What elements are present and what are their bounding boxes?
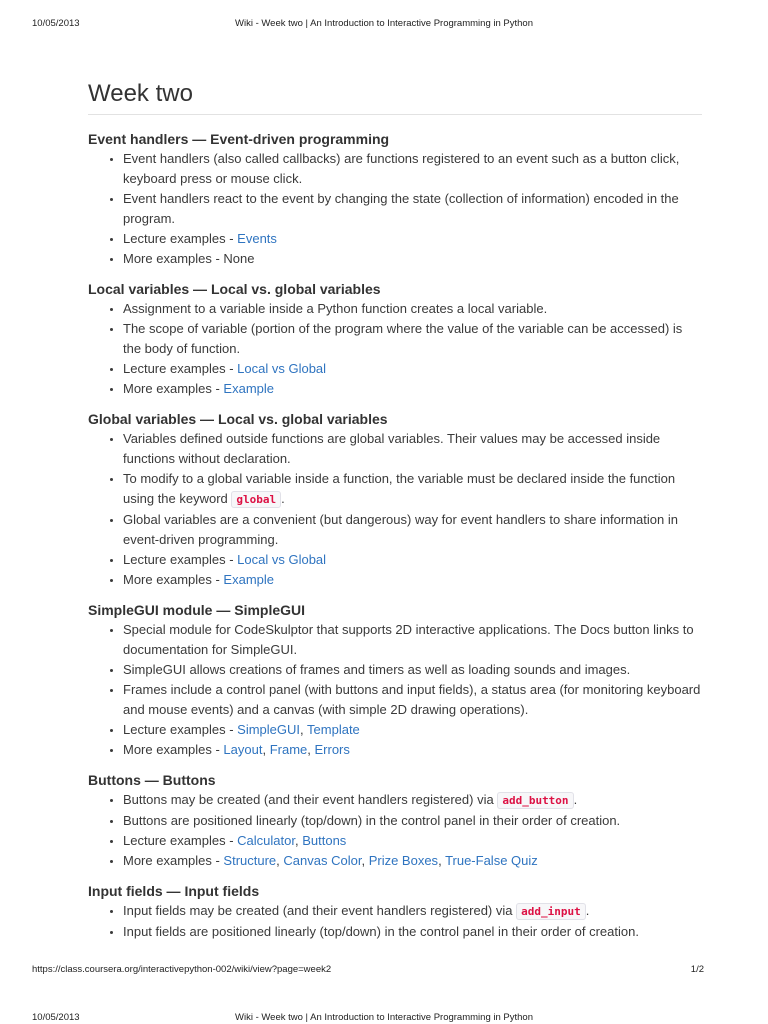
section: [88, 881, 702, 942]
section: [88, 770, 702, 871]
link-separator: ,: [276, 853, 284, 868]
example-link[interactable]: Buttons: [302, 833, 347, 848]
example-link[interactable]: Example: [223, 572, 274, 587]
example-link[interactable]: Prize Boxes: [368, 853, 439, 868]
sections-container: [88, 129, 702, 942]
list-item: [123, 660, 702, 680]
list-item: [123, 901, 702, 922]
list-item-text: SimpleGUI allows creations of frames and timers as well as loading sounds and images.: [123, 662, 631, 677]
list-item: [123, 720, 702, 740]
list-item-text: Lecture examples -: [123, 361, 238, 376]
list-item-text: Event handlers react to the event by changing the state (collection of information) encoded in the program.: [123, 191, 679, 226]
bullet-list: [88, 149, 702, 269]
link-separator: ,: [262, 742, 270, 757]
list-item-text: Event handlers (also called callbacks) are functions registered to an event such as a button click, keyboard press or mouse click.: [123, 151, 680, 186]
list-item: [123, 229, 702, 249]
wiki-content: [88, 76, 702, 942]
example-link[interactable]: Errors: [314, 742, 350, 757]
page-title: Week two: [88, 76, 702, 115]
list-item: [123, 379, 702, 399]
list-item: [123, 189, 702, 229]
list-item-text: To modify to a global variable inside a function, the variable must be declared inside the function using the keyword: [123, 471, 676, 506]
list-item-text: Assignment to a variable inside a Python function creates a local variable.: [123, 301, 548, 316]
bullet-list: [88, 790, 702, 871]
next-print-date: 10/05/2013: [32, 1012, 80, 1023]
list-item-text: More examples -: [123, 381, 224, 396]
example-link[interactable]: Example: [223, 381, 274, 396]
example-link[interactable]: Canvas Color: [283, 853, 362, 868]
list-item: [123, 831, 702, 851]
list-item: [123, 359, 702, 379]
list-item: [123, 299, 702, 319]
example-link[interactable]: Frame: [269, 742, 308, 757]
list-item: [123, 429, 702, 469]
code-keyword: global: [231, 491, 281, 508]
example-link[interactable]: True-False Quiz: [445, 853, 538, 868]
list-item: [123, 620, 702, 660]
bullet-list: [88, 299, 702, 399]
example-link[interactable]: Layout: [223, 742, 263, 757]
section-heading: Event handlers — Event-driven programming: [88, 131, 390, 147]
example-link[interactable]: Events: [237, 231, 277, 246]
section-heading: SimpleGUI module — SimpleGUI: [88, 602, 306, 618]
list-item-suffix: .: [573, 792, 578, 807]
bullet-list: [88, 901, 702, 942]
link-separator: ,: [307, 742, 315, 757]
example-link[interactable]: Template: [307, 722, 360, 737]
link-separator: ,: [294, 833, 303, 848]
code-keyword: add_input: [516, 903, 586, 920]
section: [88, 409, 702, 590]
print-title: Wiki - Week two | An Introduction to Interactive Programming in Python: [235, 18, 533, 29]
section-heading: Local variables — Local vs. global variables: [88, 281, 381, 297]
list-item-text: Lecture examples -: [123, 833, 238, 848]
print-date: 10/05/2013: [32, 18, 80, 29]
example-link[interactable]: Structure: [223, 853, 277, 868]
list-item: [123, 510, 702, 550]
link-separator: ,: [300, 722, 308, 737]
section-heading: Global variables — Local vs. global variables: [88, 411, 388, 427]
list-item-text: Lecture examples -: [123, 231, 238, 246]
list-item-text: Global variables are a convenient (but dangerous) way for event handlers to share information in event-driven programming.: [123, 512, 678, 547]
next-print-title: Wiki - Week two | An Introduction to Interactive Programming in Python: [235, 1012, 533, 1023]
list-item: [123, 249, 702, 269]
section-heading: Input fields — Input fields: [88, 883, 260, 899]
link-separator: ,: [438, 853, 446, 868]
code-keyword: add_button: [497, 792, 573, 809]
list-item: [123, 680, 702, 720]
list-item-suffix: .: [585, 903, 590, 918]
list-item: [123, 149, 702, 189]
section: [88, 129, 702, 269]
list-item-text: Buttons are positioned linearly (top/down) in the control panel in their order of creation.: [123, 813, 621, 828]
print-header: [32, 18, 736, 32]
link-separator: ,: [361, 853, 369, 868]
list-item-text: Input fields may be created (and their event handlers registered) via: [123, 903, 517, 918]
list-item: [123, 570, 702, 590]
list-item-text: Special module for CodeSkulptor that supports 2D interactive applications. The Docs button links to documentation for SimpleGUI.: [123, 622, 694, 657]
list-item-text: Frames include a control panel (with buttons and input fields), a status area (for monitoring keyboard and mouse events) and a canvas (with simple 2D drawing operations).: [123, 682, 701, 717]
list-item-text: Variables defined outside functions are global variables. Their values may be accessed inside functions without declaration.: [123, 431, 661, 466]
example-link[interactable]: SimpleGUI: [237, 722, 301, 737]
list-item: [123, 851, 702, 871]
list-item-text: The scope of variable (portion of the program where the value of the variable can be accessed) is the body of function.: [123, 321, 683, 356]
example-link[interactable]: Local vs Global: [237, 361, 327, 376]
print-footer: [32, 964, 736, 978]
section: [88, 279, 702, 399]
example-link[interactable]: Calculator: [237, 833, 295, 848]
next-page-header: [32, 1012, 736, 1024]
list-item: [123, 922, 702, 942]
list-item: [123, 790, 702, 811]
list-item-suffix: .: [281, 491, 285, 506]
list-item-text: More examples - None: [123, 251, 255, 266]
list-item: [123, 740, 702, 760]
example-link[interactable]: Local vs Global: [237, 552, 327, 567]
list-item-text: More examples -: [123, 572, 224, 587]
list-item-text: Input fields are positioned linearly (top/down) in the control panel in their order of creation.: [123, 924, 639, 939]
list-item: [123, 550, 702, 570]
bullet-list: [88, 429, 702, 590]
list-item: [123, 811, 702, 831]
page-number: 1/2: [690, 964, 704, 975]
list-item-text: Buttons may be created (and their event handlers registered) via: [123, 792, 498, 807]
list-item: [123, 319, 702, 359]
list-item-text: More examples -: [123, 853, 224, 868]
section-heading: Buttons — Buttons: [88, 772, 216, 788]
list-item-text: Lecture examples -: [123, 722, 238, 737]
bullet-list: [88, 620, 702, 760]
list-item-text: More examples -: [123, 742, 224, 757]
section: [88, 600, 702, 760]
page-url: https://class.coursera.org/interactivepython-002/wiki/view?page=week2: [32, 964, 332, 975]
list-item: [123, 469, 702, 510]
list-item-text: Lecture examples -: [123, 552, 238, 567]
